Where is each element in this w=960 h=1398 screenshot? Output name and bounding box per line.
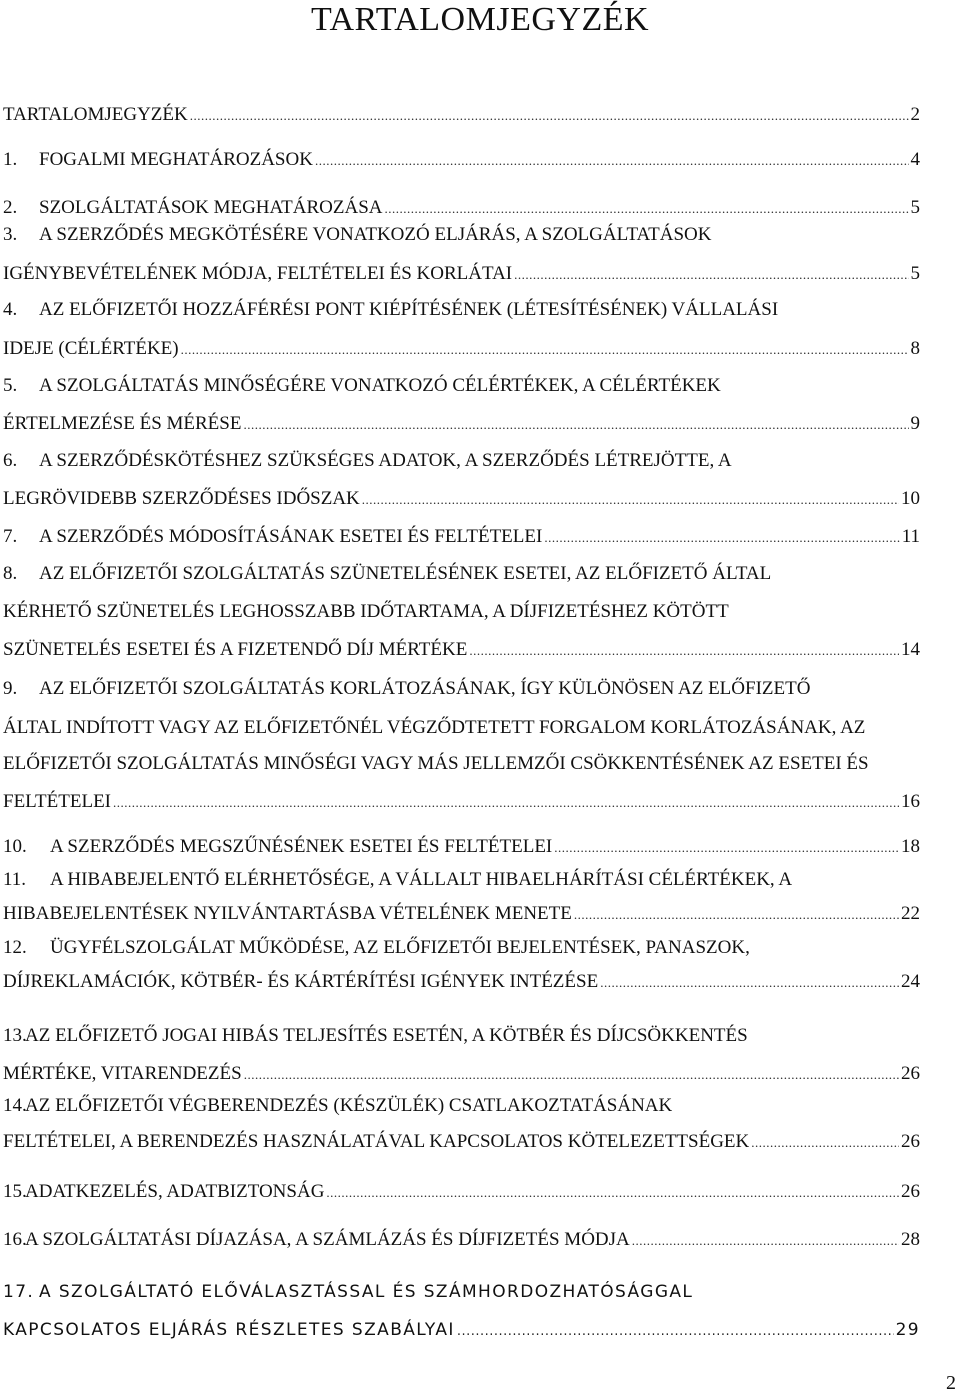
toc-entry-number: 8. xyxy=(3,563,18,584)
toc-line xyxy=(3,562,920,586)
toc-line xyxy=(3,600,920,624)
dot-leader xyxy=(514,263,908,287)
toc-entry-page: 8 xyxy=(910,338,920,359)
toc-entry-title: FOGALMI MEGHATÁROZÁSOK xyxy=(39,149,313,170)
toc-line xyxy=(3,196,920,221)
toc-entry-page: 18 xyxy=(901,836,920,857)
toc-entry-page: 26 xyxy=(901,1063,920,1084)
toc-entry-page: 11 xyxy=(901,526,920,547)
dot-leader xyxy=(362,488,899,512)
dot-leader xyxy=(457,1320,894,1344)
toc-line xyxy=(3,835,920,860)
toc-entry-title: ADATKEZELÉS, ADATBIZTONSÁG xyxy=(25,1181,325,1202)
toc-entry-page: 26 xyxy=(901,1131,920,1152)
toc-entry-title: A SZOLGÁLTATÓ ELŐVÁLASZTÁSSAL ÉS SZÁMHORDOZHATÓSÁGGAL xyxy=(39,1282,694,1302)
dot-leader xyxy=(600,971,899,995)
toc-entry-page: 14 xyxy=(901,639,920,660)
toc-entry-title: ÁLTAL INDÍTOTT VAGY AZ ELŐFIZETŐNÉL VÉGZŐDTETETT FORGALOM KORLÁTOZÁSÁNAK, AZ xyxy=(3,717,866,738)
toc-entry-title: ÜGYFÉLSZOLGÁLAT MŰKÖDÉSE, AZ ELŐFIZETŐI BEJELENTÉSEK, PANASZOK, xyxy=(50,937,750,958)
toc-entry-page: 5 xyxy=(910,197,920,218)
toc-line xyxy=(3,1228,920,1253)
toc-line xyxy=(3,1024,920,1048)
toc-entry-title: AZ ELŐFIZETŐI VÉGBERENDEZÉS (KÉSZÜLÉK) CSATLAKOZTATÁSÁNAK xyxy=(25,1095,673,1116)
dot-leader xyxy=(469,639,899,663)
toc-entry-number: 2. xyxy=(3,197,18,218)
toc-entry-title: IDEJE (CÉLÉRTÉKE) xyxy=(3,338,179,359)
toc-entry-title: KAPCSOLATOS ELJÁRÁS RÉSZLETES SZABÁLYAI xyxy=(3,1320,455,1340)
dot-leader xyxy=(632,1229,899,1253)
toc-entry-title: A SZOLGÁLTATÁS MINŐSÉGÉRE VONATKOZÓ CÉLÉRTÉKEK, A CÉLÉRTÉKEK xyxy=(39,375,721,396)
toc-line xyxy=(3,148,920,173)
toc-entry-number: 10. xyxy=(3,836,27,857)
dot-leader xyxy=(326,1181,899,1205)
toc-entry-title: SZOLGÁLTATÁSOK MEGHATÁROZÁSA xyxy=(39,197,383,218)
toc-line xyxy=(3,638,920,663)
toc-entry-title: A SZERZŐDÉSKÖTÉSHEZ SZÜKSÉGES ADATOK, A SZERZŐDÉS LÉTREJÖTTE, A xyxy=(39,450,732,471)
toc-entry-number: 17. xyxy=(3,1282,35,1302)
toc-entry-title: HIBABEJELENTÉSEK NYILVÁNTARTÁSBA VÉTELÉNEK MENETE xyxy=(3,903,572,924)
toc-line xyxy=(3,298,920,322)
toc-entry-title: AZ ELŐFIZETŐI SZOLGÁLTATÁS SZÜNETELÉSÉNEK ESETEI, AZ ELŐFIZETŐ ÁLTAL xyxy=(39,563,772,584)
toc-entry-page: 4 xyxy=(910,149,920,170)
toc-entry-title: A HIBABEJELENTŐ ELÉRHETŐSÉGE, A VÁLLALT HIBAELHÁRÍTÁSI CÉLÉRTÉKEK, A xyxy=(50,869,793,890)
toc-entry-number: 6. xyxy=(3,450,18,471)
toc-entry-number: 13. xyxy=(3,1025,27,1046)
toc-entry-title: ÉRTELMEZÉSE ÉS MÉRÉSE xyxy=(3,413,242,434)
toc-line xyxy=(3,1094,920,1118)
toc-entry-title: FELTÉTELEI xyxy=(3,791,111,812)
toc-entry-title: A SZOLGÁLTATÁSI DÍJAZÁSA, A SZÁMLÁZÁS ÉS DÍJFIZETÉS MÓDJA xyxy=(25,1229,630,1250)
toc-entry-page: 2 xyxy=(910,104,920,125)
page-number: 2 xyxy=(946,1372,956,1394)
toc-entry-title: FELTÉTELEI, A BERENDEZÉS HASZNÁLATÁVAL KAPCSOLATOS KÖTELEZETTSÉGEK xyxy=(3,1131,750,1152)
toc-entry-title: A SZERZŐDÉS MÓDOSÍTÁSÁNAK ESETEI ÉS FELTÉTELEI xyxy=(39,526,543,547)
toc-entry-number: 4. xyxy=(3,299,18,320)
toc-line xyxy=(3,103,920,128)
toc-entry-number: 7. xyxy=(3,526,18,547)
toc-entry-page: 22 xyxy=(901,903,920,924)
toc-entry-title: AZ ELŐFIZETŐ JOGAI HIBÁS TELJESÍTÉS ESETÉN, A KÖTBÉR ÉS DÍJCSÖKKENTÉS xyxy=(25,1025,748,1046)
dot-leader xyxy=(315,149,909,173)
toc-entry-number: 12. xyxy=(3,937,27,958)
toc-line xyxy=(3,716,920,740)
dot-leader xyxy=(181,338,909,362)
toc-entry-page: 26 xyxy=(901,1181,920,1202)
toc-line xyxy=(3,677,920,701)
toc-line xyxy=(3,525,920,550)
toc-line xyxy=(3,1180,920,1205)
toc-entry-title: DÍJREKLAMÁCIÓK, KÖTBÉR- ÉS KÁRTÉRÍTÉSI IGÉNYEK INTÉZÉSE xyxy=(3,971,599,992)
toc-entry-number: 3. xyxy=(3,224,18,245)
toc-line xyxy=(3,374,920,398)
page-title: TARTALOMJEGYZÉK xyxy=(310,1,650,38)
dot-leader xyxy=(574,903,899,927)
toc-entry-number: 16. xyxy=(3,1229,27,1250)
toc-entry-page: 28 xyxy=(901,1229,920,1250)
toc-entry-title: AZ ELŐFIZETŐI HOZZÁFÉRÉSI PONT KIÉPÍTÉSÉNEK (LÉTESÍTÉSÉNEK) VÁLLALÁSI xyxy=(39,299,779,320)
toc-line xyxy=(3,1280,920,1304)
toc-entry-title: ELŐFIZETŐI SZOLGÁLTATÁS MINŐSÉGI VAGY MÁS JELLEMZŐI CSÖKKENTÉSÉNEK AZ ESETEI ÉS xyxy=(3,753,869,774)
toc-line xyxy=(3,487,920,512)
toc-entry-title: KÉRHETŐ SZÜNETELÉS LEGHOSSZABB IDŐTARTAMA, A DÍJFIZETÉSHEZ KÖTÖTT xyxy=(3,601,729,622)
dot-leader xyxy=(244,1063,899,1087)
dot-leader xyxy=(384,197,908,221)
toc-entry-title: SZÜNETELÉS ESETEI ÉS A FIZETENDŐ DÍJ MÉRTÉKE xyxy=(3,639,468,660)
toc-entry-title: A SZERZŐDÉS MEGSZŰNÉSÉNEK ESETEI ÉS FELTÉTELEI xyxy=(50,836,553,857)
toc-entry-title: MÉRTÉKE, VITARENDEZÉS xyxy=(3,1063,242,1084)
toc-line xyxy=(3,752,920,776)
toc-entry-number: 9. xyxy=(3,678,18,699)
toc-entry-title: AZ ELŐFIZETŐI SZOLGÁLTATÁS KORLÁTOZÁSÁNAK, ÍGY KÜLÖNÖSEN AZ ELŐFIZETŐ xyxy=(39,678,811,699)
toc-line xyxy=(3,936,920,960)
toc-entry-page: 5 xyxy=(910,263,920,284)
toc-entry-page: 16 xyxy=(901,791,920,812)
toc-entry-page: 29 xyxy=(895,1320,920,1340)
toc-line xyxy=(3,790,920,815)
dot-leader xyxy=(544,526,899,550)
toc-line xyxy=(3,223,920,247)
dot-leader xyxy=(243,413,908,437)
toc-line xyxy=(3,868,920,892)
toc-line xyxy=(3,449,920,473)
toc-line xyxy=(3,1130,920,1155)
toc-line xyxy=(3,1062,920,1087)
toc-entry-number: 1. xyxy=(3,149,18,170)
toc-entry-title: TARTALOMJEGYZÉK xyxy=(3,104,188,125)
dot-leader xyxy=(751,1131,899,1155)
toc-entry-number: 5. xyxy=(3,375,18,396)
toc-entry-title: IGÉNYBEVÉTELÉNEK MÓDJA, FELTÉTELEI ÉS KORLÁTAI xyxy=(3,263,513,284)
toc-line xyxy=(3,412,920,437)
toc-entry-page: 10 xyxy=(901,488,920,509)
toc-entry-number: 14. xyxy=(3,1095,27,1116)
toc-entry-number: 11. xyxy=(3,869,27,890)
dot-leader xyxy=(554,836,899,860)
toc-line xyxy=(3,262,920,287)
toc-line xyxy=(3,970,920,995)
toc-line xyxy=(3,337,920,362)
toc-entry-number: 15. xyxy=(3,1181,27,1202)
toc-line xyxy=(3,1318,920,1344)
toc-entry-page: 24 xyxy=(901,971,920,992)
toc-entry-page: 9 xyxy=(910,413,920,434)
toc-entry-title: LEGRÖVIDEBB SZERZŐDÉSES IDŐSZAK xyxy=(3,488,360,509)
dot-leader xyxy=(113,791,899,815)
toc-line xyxy=(3,902,920,927)
dot-leader xyxy=(190,104,909,128)
toc-entry-title: A SZERZŐDÉS MEGKÖTÉSÉRE VONATKOZÓ ELJÁRÁS, A SZOLGÁLTATÁSOK xyxy=(39,224,712,245)
